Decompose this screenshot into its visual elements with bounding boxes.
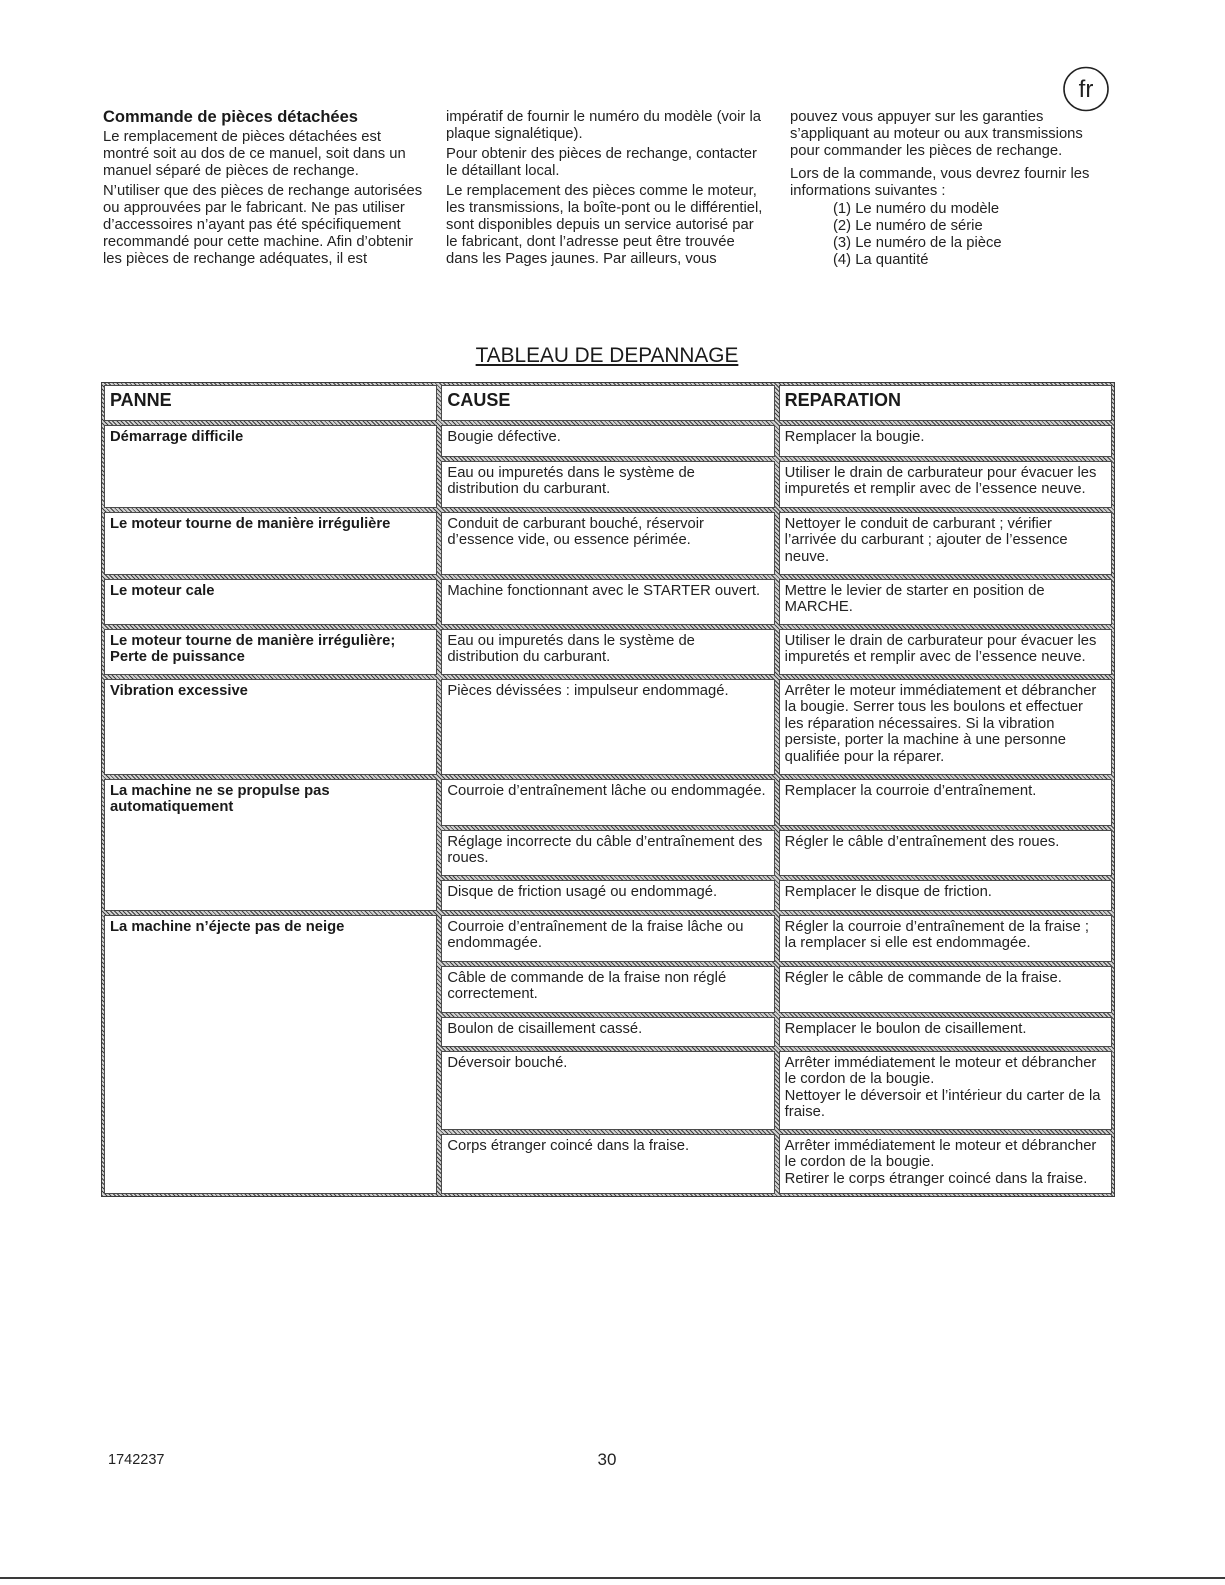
problem-cell (104, 779, 437, 911)
intro-text-line: pouvez vous appuyer sur les garanties (790, 108, 1044, 125)
cause-cell (441, 679, 774, 775)
intro-paragraph (790, 166, 1089, 200)
remedy-text-line: le cordon de la bougie. (784, 1154, 935, 1171)
intro-text-line: Pour obtenir des pièces de rechange, contacter (446, 145, 757, 162)
intro-text-line: plaque signalétique). (446, 125, 583, 142)
intro-column-3 (790, 109, 1089, 269)
remedy-text-line: persiste, porter la machine à une personne (784, 732, 1066, 749)
intro-text-line: montré soit au dos de ce manuel, soit dans un (103, 145, 406, 162)
remedy-text-line: Régler la courroie d’entraînement de la fraise ; (784, 919, 1089, 935)
remedy-cell (779, 1051, 1112, 1130)
cause-text-line: Câble de commande de la fraise non réglé (447, 970, 727, 986)
section-heading: Commande de pièces détachées (103, 108, 358, 126)
intro-text-line: le fabricant, dont l’adresse peut être trouvée (446, 233, 735, 250)
intro-text-line: pour commander les pièces de rechange. (790, 142, 1063, 159)
intro-text-line: les pièces de rechange adéquates, il est (103, 250, 368, 267)
intro-paragraph (446, 183, 762, 268)
troubleshooting-table (101, 382, 1115, 1197)
intro-text-line: informations suivantes : (790, 182, 946, 199)
intro-text-line: sont disponibles depuis un service autorisé par (446, 216, 754, 233)
remedy-text-line: neuve. (784, 548, 830, 565)
problem-cell (104, 915, 437, 1194)
intro-text-line: ou approuvées par le fabricant. Ne pas utiliser (103, 199, 405, 216)
remedy-cell (779, 461, 1112, 508)
intro-text-line: Lors de la commande, vous devrez fournir les (790, 165, 1090, 182)
remedy-text-line: Remplacer le boulon de cisaillement. (784, 1021, 1027, 1037)
problem-text-line: Démarrage difficile (110, 429, 244, 445)
remedy-text-line: Remplacer la courroie d’entraînement. (784, 783, 1037, 799)
problem-text-line: Le moteur tourne de manière irrégulière (110, 516, 391, 532)
cause-text-line: Eau ou impuretés dans le système de (447, 633, 695, 649)
cause-text-line: Disque de friction usagé ou endommagé. (447, 884, 718, 900)
remedy-cell (779, 880, 1112, 911)
remedy-text-line: la bougie. Serrer tous les boulons et effectuer (784, 699, 1083, 716)
problem-cell (104, 425, 437, 508)
problem-cell (104, 512, 437, 575)
cause-cell (441, 1134, 774, 1194)
column-header-panne: PANNE (104, 385, 437, 421)
language-badge-icon (1061, 65, 1111, 113)
cause-text-line: Conduit de carburant bouché, réservoir (447, 516, 704, 532)
cause-cell (441, 425, 774, 457)
cause-text-line: d’essence vide, ou essence périmée. (447, 532, 691, 549)
remedy-cell (779, 830, 1112, 876)
intro-paragraph (103, 129, 422, 180)
column-header-reparation: REPARATION (779, 385, 1112, 421)
intro-text-line: dans les Pages jaunes. Par ailleurs, vous (446, 250, 717, 267)
cause-text-line: Déversoir bouché. (447, 1055, 568, 1071)
cause-text-line: Machine fonctionnant avec le STARTER ouvert. (447, 583, 761, 599)
remedy-cell (779, 1017, 1112, 1047)
cause-text-line: Pièces dévissées : impulseur endommagé. (447, 683, 729, 699)
intro-text-line: Le remplacement des pièces comme le moteur, (446, 182, 757, 199)
table-title: TABLEAU DE DEPANNAGE (475, 344, 739, 367)
cause-cell (441, 512, 774, 575)
intro-text-line: manuel séparé de pièces de rechange. (103, 162, 359, 179)
page-number: 30 (597, 1450, 617, 1469)
remedy-text-line: qualifiée pour la réparer. (784, 748, 945, 765)
cause-cell (441, 880, 774, 911)
remedy-text-line: Utiliser le drain de carburateur pour évacuer les (784, 465, 1097, 481)
remedy-cell (779, 425, 1112, 457)
remedy-text-line: Régler le câble de commande de la fraise. (784, 970, 1062, 986)
remedy-text-line: impuretés et remplir avec de l’essence neuve. (784, 649, 1086, 666)
remedy-text-line: les réparation nécessaires. Si la vibration (784, 715, 1055, 732)
scan-edge-line (0, 1577, 1225, 1579)
column-header-cause: CAUSE (441, 385, 774, 421)
cause-text-line: correctement. (447, 986, 538, 1003)
intro-paragraph (446, 109, 762, 143)
problem-cell (104, 579, 437, 625)
remedy-text-line: impuretés et remplir avec de l’essence neuve. (784, 481, 1086, 498)
cause-cell (441, 830, 774, 876)
remedy-text-line: la remplacer si elle est endommagée. (784, 935, 1031, 952)
order-info-list-item: (1) Le numéro du modèle (833, 200, 1000, 217)
remedy-text-line: Retirer le corps étranger coincé dans la fraise. (784, 1170, 1088, 1187)
problem-text-line: Le moteur tourne de manière irrégulière; (110, 633, 396, 649)
intro-column-2 (446, 109, 762, 268)
remedy-text-line: Mettre le levier de starter en position de (784, 583, 1045, 599)
remedy-cell (779, 1134, 1112, 1194)
remedy-cell (779, 579, 1112, 625)
intro-text-line: N’utiliser que des pièces de rechange autorisées (103, 182, 423, 199)
remedy-cell (779, 512, 1112, 575)
remedy-text-line: Nettoyer le déversoir et l’intérieur du carter de la (784, 1087, 1101, 1104)
problem-cell (104, 679, 437, 775)
order-info-list-item: (2) Le numéro de série (833, 217, 983, 234)
cause-text-line: roues. (447, 850, 489, 867)
cause-text-line: distribution du carburant. (447, 481, 611, 498)
cause-cell (441, 579, 774, 625)
intro-text-line: les transmissions, la boîte-pont ou le différentiel, (446, 199, 763, 216)
order-info-list-item: (3) Le numéro de la pièce (833, 234, 1002, 251)
cause-text-line: Réglage incorrecte du câble d’entraînement des (447, 834, 763, 850)
remedy-text-line: Remplacer la bougie. (784, 429, 925, 445)
cause-text-line: distribution du carburant. (447, 649, 611, 666)
cause-cell (441, 629, 774, 675)
language-badge-text: fr (1078, 76, 1094, 103)
document-number: 1742237 (108, 1452, 165, 1468)
remedy-cell (779, 779, 1112, 826)
cause-text-line: Bougie défective. (447, 429, 561, 445)
order-info-list-item: (4) La quantité (833, 251, 929, 268)
cause-cell (441, 1051, 774, 1130)
intro-paragraph (446, 146, 762, 180)
problem-text-line: La machine n’éjecte pas de neige (110, 919, 345, 935)
remedy-cell (779, 679, 1112, 775)
intro-column-1 (103, 108, 422, 268)
problem-cell (104, 629, 437, 675)
remedy-cell (779, 915, 1112, 962)
cause-cell (441, 1017, 774, 1047)
cause-text-line: Courroie d’entraînement de la fraise lâche ou (447, 919, 744, 935)
remedy-text-line: Régler le câble d’entraînement des roues. (784, 834, 1060, 850)
remedy-text-line: Remplacer le disque de friction. (784, 884, 992, 900)
remedy-text-line: Arrêter immédiatement le moteur et débrancher (784, 1055, 1097, 1071)
intro-paragraph (103, 183, 422, 268)
remedy-cell (779, 966, 1112, 1013)
problem-text-line: Perte de puissance (110, 649, 245, 666)
remedy-text-line: MARCHE. (784, 599, 853, 616)
cause-cell (441, 966, 774, 1013)
remedy-cell (779, 629, 1112, 675)
remedy-text-line: l’arrivée du carburant ; ajouter de l’essence (784, 532, 1068, 549)
remedy-text-line: Utiliser le drain de carburateur pour évacuer les (784, 633, 1097, 649)
problem-text-line: Le moteur cale (110, 583, 215, 599)
intro-text-line: le détaillant local. (446, 162, 560, 179)
cause-text-line: Boulon de cisaillement cassé. (447, 1021, 643, 1037)
cause-text-line: endommagée. (447, 935, 542, 952)
problem-text-line: Vibration excessive (110, 683, 248, 699)
remedy-text-line: Nettoyer le conduit de carburant ; vérifier (784, 516, 1052, 532)
intro-text-line: s’appliquant au moteur ou aux transmissions (790, 125, 1083, 142)
remedy-text-line: Arrêter immédiatement le moteur et débrancher (784, 1138, 1097, 1154)
remedy-text-line: le cordon de la bougie. (784, 1071, 935, 1088)
cause-cell (441, 779, 774, 826)
cause-cell (441, 915, 774, 962)
problem-text-line: La machine ne se propulse pas (110, 783, 330, 799)
remedy-text-line: fraise. (784, 1104, 825, 1121)
intro-paragraph (790, 109, 1089, 160)
order-info-list (833, 201, 1089, 269)
intro-text-line: Le remplacement de pièces détachées est (103, 128, 382, 145)
cause-text-line: Corps étranger coincé dans la fraise. (447, 1138, 690, 1154)
intro-text-line: d’accessoires n’ayant pas été spécifiquement (103, 216, 401, 233)
cause-text-line: Eau ou impuretés dans le système de (447, 465, 695, 481)
cause-text-line: Courroie d’entraînement lâche ou endommagée. (447, 783, 766, 799)
intro-text-line: impératif de fournir le numéro du modèle (voir la (446, 108, 761, 125)
remedy-text-line: Arrêter le moteur immédiatement et débrancher (784, 683, 1097, 699)
cause-cell (441, 461, 774, 508)
intro-text-line: recommandé pour cette machine. Afin d’obtenir (103, 233, 414, 250)
problem-text-line: automatiquement (110, 799, 234, 816)
